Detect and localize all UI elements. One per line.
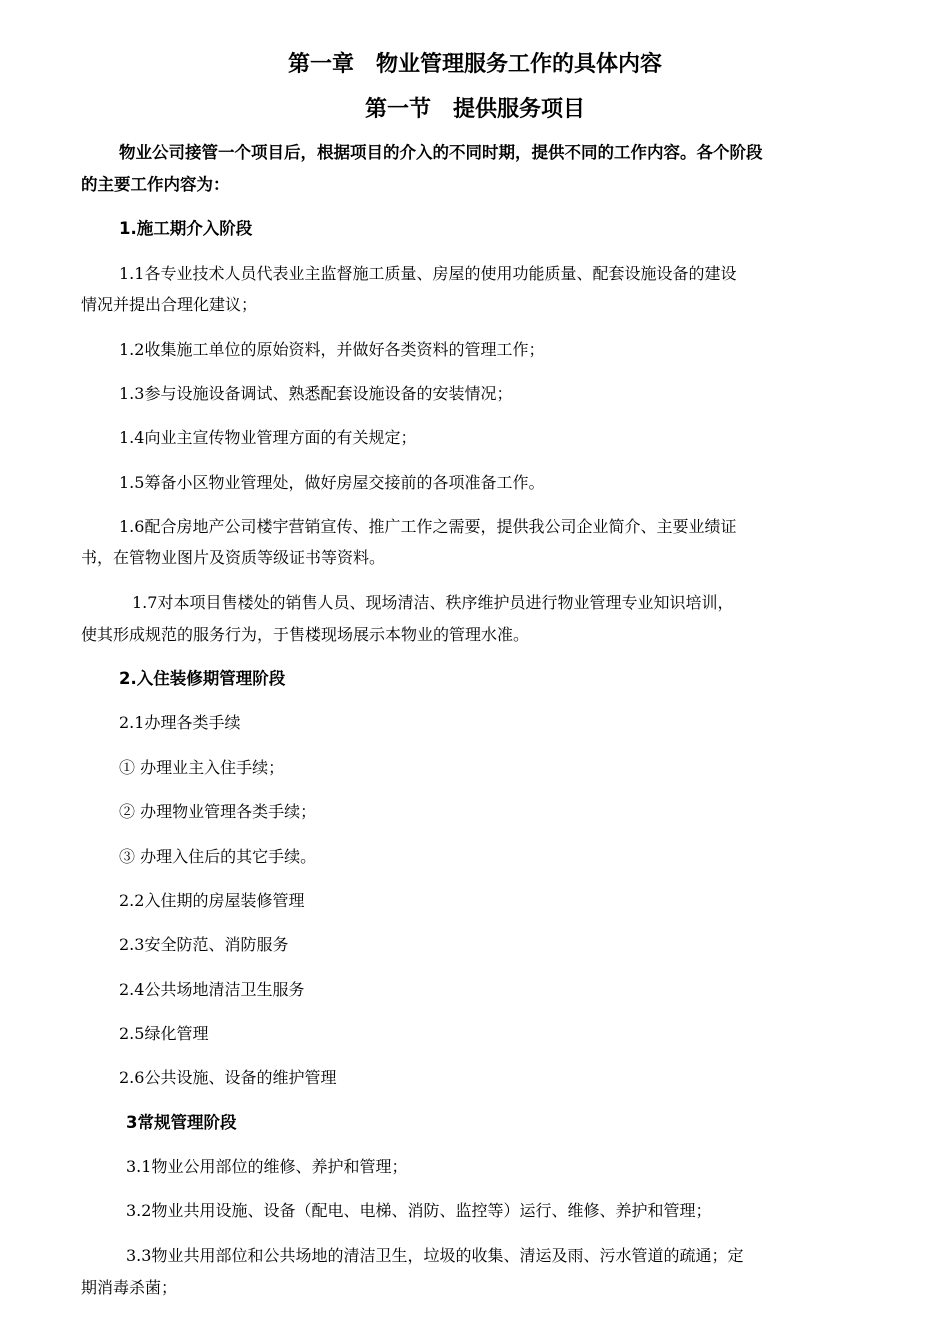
stage2-heading: 2.入住装修期管理阶段: [119, 669, 286, 688]
stage2-item-2-4: 2.4公共场地清洁卫生服务: [119, 980, 305, 999]
stage1-heading: 1.施工期介入阶段: [119, 219, 253, 238]
stage3-item-3-3: 3.3物业共用部位和公共场地的清洁卫生，垃圾的收集、清运及雨、污水管道的疏通；定: [126, 1246, 744, 1265]
stage2-subitem-2: ② 办理物业管理各类手续；: [119, 802, 317, 821]
stage2-item-2-6: 2.6公共设施、设备的维护管理: [119, 1068, 337, 1087]
stage2-item-2-2: 2.2入住期的房屋装修管理: [119, 891, 305, 910]
stage2-item-2-1: 2.1办理各类手续: [119, 713, 241, 732]
stage3-item-3-3-cont: 期消毒杀菌；: [81, 1278, 178, 1297]
stage3-item-3-1: 3.1物业公用部位的维修、养护和管理；: [126, 1157, 408, 1176]
chapter-title: 第一章 物业管理服务工作的具体内容: [287, 52, 662, 77]
stage1-item-1-7-cont: 使其形成规范的服务行为，于售楼现场展示本物业的管理水准。: [81, 625, 530, 644]
stage2-subitem-3: ③ 办理入住后的其它手续。: [119, 847, 317, 866]
stage2-item-2-3: 2.3安全防范、消防服务: [119, 935, 289, 954]
stage3-heading: 3常规管理阶段: [126, 1113, 237, 1132]
stage1-item-1-7: 1.7对本项目售楼处的销售人员、现场清洁、秩序维护员进行物业管理专业知识培训，: [132, 593, 734, 612]
stage1-item-1-5: 1.5筹备小区物业管理处，做好房屋交接前的各项准备工作。: [119, 473, 545, 492]
section-title: 第一节 提供服务项目: [364, 97, 585, 122]
intro-line-2: 的主要工作内容为：: [81, 175, 230, 194]
stage1-item-1-6-cont: 书，在管物业图片及资质等级证书等资料。: [81, 548, 386, 567]
stage1-item-1-6: 1.6配合房地产公司楼宇营销宣传、推广工作之需要，提供我公司企业简介、主要业绩证: [119, 517, 737, 536]
stage2-subitem-1: ① 办理业主入住手续；: [119, 758, 285, 777]
stage3-item-3-2: 3.2物业共用设施、设备（配电、电梯、消防、监控等）运行、维修、养护和管理；: [126, 1201, 712, 1220]
stage2-item-2-5: 2.5绿化管理: [119, 1024, 209, 1043]
stage1-item-1-4: 1.4向业主宣传物业管理方面的有关规定；: [119, 428, 417, 447]
stage1-item-1-1: 1.1各专业技术人员代表业主监督施工质量、房屋的使用功能质量、配套设施设备的建设: [119, 264, 737, 283]
stage1-item-1-1-cont: 情况并提出合理化建议；: [81, 295, 258, 314]
stage1-item-1-3: 1.3参与设施设备调试、熟悉配套设施设备的安装情况；: [119, 384, 513, 403]
intro-line-1: 物业公司接管一个项目后，根据项目的介入的不同时期，提供不同的工作内容。各个阶段: [119, 143, 763, 162]
stage1-item-1-2: 1.2收集施工单位的原始资料，并做好各类资料的管理工作；: [119, 340, 545, 359]
